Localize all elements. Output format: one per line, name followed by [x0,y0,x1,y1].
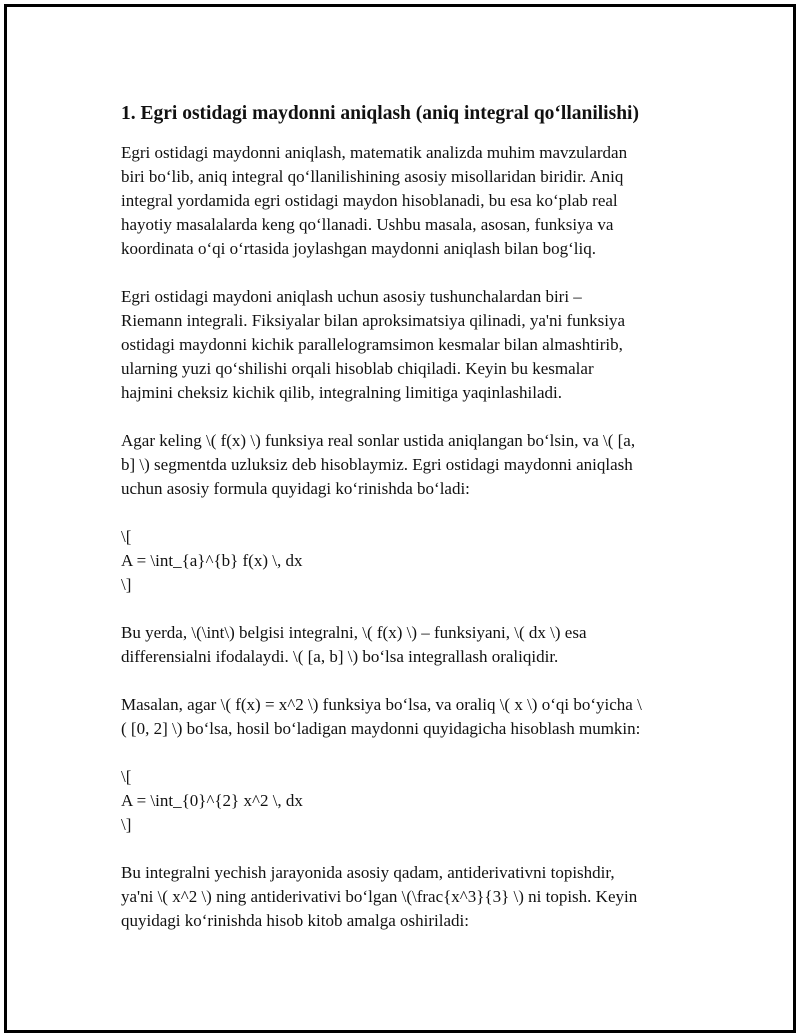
text-line: quyidagi ko‘rinishda hisob kitob amalga oshiriladi: [121,911,469,930]
formula-line: \[ [121,527,132,546]
formula-line: A = \int_{a}^{b} f(x) \, dx [121,551,303,570]
paragraph-definition [121,429,701,501]
text-line: Bu yerda, \(\int\) belgisi integralni, \( f(x) \) – funksiyani, \( dx \) esa [121,623,587,642]
formula-line: \] [121,815,132,834]
text-line: ( [0, 2] \) bo‘lsa, hosil bo‘ladigan maydonni quyidagicha hisoblash mumkin: [121,719,641,738]
text-line: Masalan, agar \( f(x) = x^2 \) funksiya bo‘lsa, va oraliq \( x \) o‘qi bo‘yicha \ [121,695,642,714]
formula-general [121,525,701,597]
text-line: ostidagi maydonni kichik parallelogramsimon kesmalar bilan almashtirib, [121,335,623,354]
paragraph-riemann [121,285,701,405]
formula-line: \] [121,575,132,594]
formula-line: \[ [121,767,132,786]
page-frame [4,4,796,1033]
paragraph-example [121,693,701,741]
text-line: hayotiy masalalarda keng qo‘llanadi. Ushbu masala, asosan, funksiya va [121,215,614,234]
formula-line: A = \int_{0}^{2} x^2 \, dx [121,791,303,810]
text-line: Egri ostidagi maydoni aniqlash uchun asosiy tushunchalardan biri – [121,287,582,306]
text-line: Riemann integrali. Fiksiyalar bilan aproksimatsiya qilinadi, ya'ni funksiya [121,311,625,330]
text-line: ularning yuzi qo‘shilishi orqali hisoblab chiqiladi. Keyin bu kesmalar [121,359,594,378]
paragraph-intro [121,141,701,261]
text-line: hajmini cheksiz kichik qilib, integralning limitiga yaqinlashiladi. [121,383,562,402]
formula-example [121,765,701,837]
document-body [121,101,701,957]
text-line: integral yordamida egri ostidagi maydon hisoblanadi, bu esa ko‘plab real [121,191,618,210]
paragraph-notation [121,621,701,669]
text-line: uchun asosiy formula quyidagi ko‘rinishda bo‘ladi: [121,479,470,498]
text-line: biri bo‘lib, aniq integral qo‘llanilishining asosiy misollaridan biridir. Aniq [121,167,624,186]
text-line: b] \) segmentda uzluksiz deb hisoblaymiz. Egri ostidagi maydonni aniqlash [121,455,633,474]
text-line: ya'ni \( x^2 \) ning antiderivativi bo‘lgan \(\frac{x^3}{3} \) ni topish. Keyin [121,887,638,906]
text-line: Egri ostidagi maydonni aniqlash, matematik analizda muhim mavzulardan [121,143,628,162]
text-line: Bu integralni yechish jarayonida asosiy qadam, antiderivativni topishdir, [121,863,615,882]
text-line: koordinata o‘qi o‘rtasida joylashgan maydonni aniqlash bilan bog‘liq. [121,239,596,258]
section-heading: 1. Egri ostidagi maydonni aniqlash (aniq integral qo‘llanilishi) [121,103,639,124]
paragraph-antiderivative [121,861,701,933]
text-line: differensialni ifodalaydi. \( [a, b] \) bo‘lsa integrallash oraliqidir. [121,647,559,666]
text-line: Agar keling \( f(x) \) funksiya real sonlar ustida aniqlangan bo‘lsin, va \( [a, [121,431,636,450]
